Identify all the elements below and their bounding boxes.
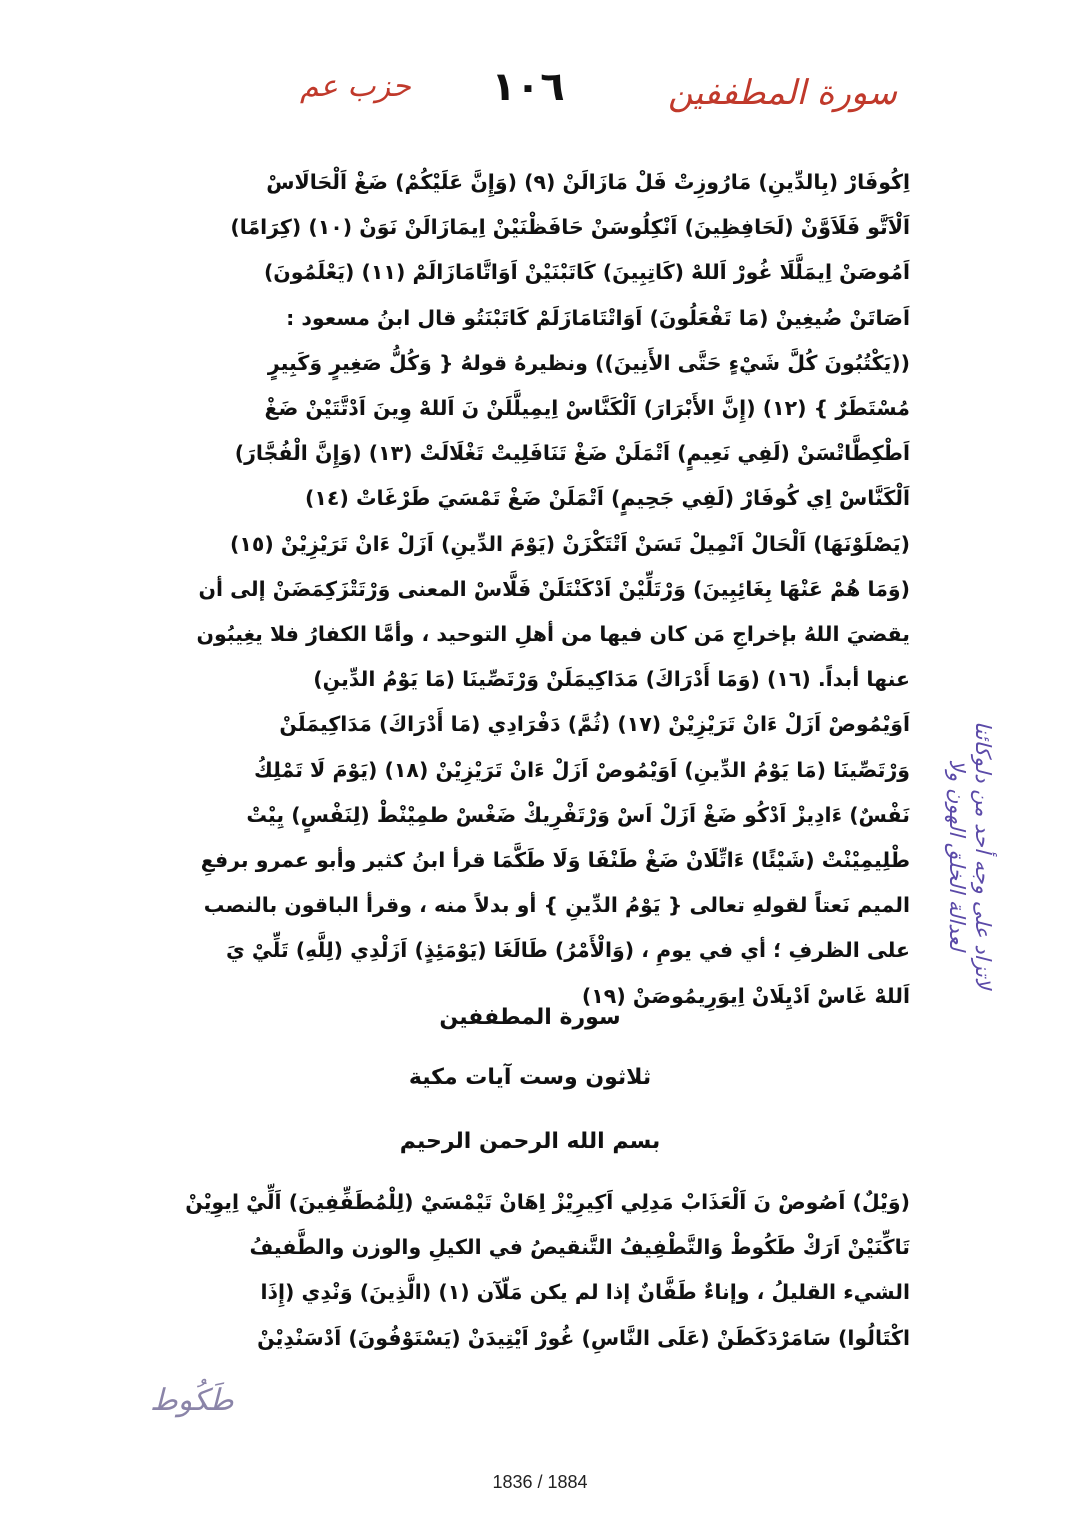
text-line: اَصَاتَنْ ضُيغِينْ (مَا تَفْعَلُونَ) اَوَاتْتَامَازَلَمْ كَاتَبْنَتُو قال ابنُ مسعود : (286, 305, 910, 330)
basmala: بسم الله الرحمن الرحيم (399, 1129, 661, 1154)
text-line: الميم نَعتاً لقولهِ تعالى { يَوْمُ الدِّينِ } أو بدلاً منه ، وقرأ الباقون بالنصب (203, 893, 910, 918)
text-line: نَفْسٌ) ءَادِيزْ اَدْكُو ضَغْ اَزَلْ اَسْ وَرْتَفْرِيكْ ضَغْسْ طمِيْنْطْ (لِنَفْسٍ) يِيْتْ (246, 802, 910, 827)
text-line: اَلْاَتَّو فَلَاَوَّنْ (لَحَافِظِينَ) اَنْكِلُوسَنْ حَافَظْنَيْنْ اِيمَازَالَنْ نَوَنْ (١٠) (كِرَامًا) (230, 215, 910, 240)
text-line: ((يَكْتُبُونَ كُلَّ شَيْءٍ حَتَّى الأَنِينَ)) ونظيرهُ قولهُ { وَكُلُّ صَغِيرٍ وَكَبِيرٍ (267, 350, 910, 375)
hizb-handwritten-header: حزب عم (300, 69, 411, 104)
text-line: اَللهْ غَاسْ اَدْيِلَانْ اِيوَرِيمُوصَنْ (١٩) (581, 983, 910, 1008)
text-line: مُسْتَطَرٌ } (١٢) (إِنَّ الأَبْرَارَ) اَلْكَنَّاسْ اِيمِيلَّلَنْ نَ اَللهْ وِينَ اَدْتَّتَيْنْ ضَغْ (264, 396, 910, 421)
text-line: اَطْكِطَّاتْسَنْ (لَفِي نَعِيمٍ) اَتْمَلَنْ ضَغْ تَنَافَلِيتْ تَغْلَالَتْ (١٣) (وَإِنَّ الْفُجَّارَ) (234, 441, 910, 466)
text-line: (وَيْلٌ) اَصُوصْ نَ اَلْعَذَابْ مَدِلِي اَكِيرِيْزْ اِهَانْ تَيْمْسَيْ (لِلْمُطَفِّفِينَ) اَلِّيْ اِيوِيْنْ (185, 1190, 910, 1214)
margin-note-line: لاتزاد علی وجه أحد من دلوکائنا (971, 721, 995, 989)
bottom-handwritten-note: طَكُوط (150, 1383, 234, 1418)
margin-note-line: لعدالة الخلق الهون ولا (945, 759, 969, 951)
text-line: طْلِيمِيْنْتْ (شَيْئًا) ءَاتِّلَانْ ضَغْ طَنْفَا وَلَا طَكَّمَا قرأ ابنُ كثير وأبو عمرو برفعِ (200, 848, 910, 873)
margin-handwritten-note (934, 712, 1006, 998)
text-line: (يَصْلَوْنَهَا) اَلْحَالْ اَنْمِيلْ تَسَنْ اَتْتَكْزَنْ (يَوْمَ الدِّينِ) اَزَلْ ءَانْ تَرَيْزِيْنْ (١٥) (229, 531, 910, 556)
pagination-indicator: 1836 / 1884 (492, 1472, 588, 1492)
surah-title: سورة المطففين (439, 1005, 621, 1030)
text-line: عنها أبداً. (١٦) (وَمَا أَدْرَاكَ) مَدَاكِيمَلَنْ وَرْتَصِّينَا (مَا يَوْمُ الدِّينِ) (313, 667, 910, 692)
text-line: اَمُوصَنْ اِيمَلَّلَا غُورْ اَللهْ (كَاتِبِينَ) كَاتَبْنَيْنْ اَوَاتَّامَازَالَمْ (١١) (يَعْلَمُونَ) (263, 260, 910, 285)
commentary-text-bottom (150, 1180, 910, 1361)
page-number: ١٠٦ (491, 64, 565, 110)
text-line: اِكُوفَارْ (بِالدِّينِ) مَارُوزِتْ فَلْ مَازَالَنْ (٩) (وَإِنَّ عَلَيْكُمْ) ضَغْ اَلْحَالَاسْ (266, 170, 910, 194)
text-line: الشيء القليلُ ، وإناءٌ طَفَّانٌ إذا لم يكن مَلّآن (١) (الَّذِينَ) وَنْدِي (إِذَا (260, 1280, 910, 1305)
text-line: (وَمَا هُمْ عَنْهَا بِغَائِبِينَ) وَرْتَلِّيْنْ اَدْكَنْتَلَنْ فَلَّاسْ المعنى وَرْتَتْزَكِمَضَنْ إلى أن (198, 576, 910, 601)
text-line: اَلْكَنَّاسْ اِي كُوفَارْ (لَفِي جَحِيمٍ) اَتْمَلَنْ ضَغْ تَمْسَيَ طَرْغَاتْ (١٤) (305, 486, 910, 511)
surah-verses-info: ثلاثون وست آيات مكية (408, 1065, 652, 1090)
text-line: اكْتَالُوا) سَامَرْدَكَطَنْ (عَلَى النَّاسِ) غُورْ اَيْتِيدَنْ (يَسْتَوْفُونَ) اَدْسَنْدِيْنْ (257, 1325, 910, 1350)
text-line: يقضيَ اللهُ بإخراجِ مَن كان فيها من أهلِ التوحيد ، وأمَّا الكفارُ فلا يغِيبُون (196, 622, 910, 647)
text-line: اَوَيْمُوصْ اَزَلْ ءَانْ تَرَيْزِيْنْ (١٧) (ثُمَّ) دَفْرَادِي (مَا أَدْرَاكَ) مَدَاكِيمَلَنْ (279, 712, 910, 737)
commentary-text-top (150, 160, 910, 1019)
text-line: وَرْتَصِّينَا (مَا يَوْمُ الدِّينِ) اَوَيْمُوصْ اَزَلْ ءَانْ تَرَيْزِيْنْ (١٨) (يَوْمَ لَا تَمْلِكُ (254, 757, 910, 782)
text-line: على الظرفِ ؛ أي في يومِ ، (وَالْأَمْرُ) طَالَغَا (يَوْمَئِذٍ) اَزَلْدِي (لِلَّهِ) تَلِّيْ يَ (225, 938, 910, 963)
surah-handwritten-header: سورة المطففين (668, 73, 897, 113)
text-line: تَاكِّنَيْنْ اَرَكْ طَكُوطْ وَالتَّطْفِيفُ التَّنقيصُ في الكيلِ والوزن والطَّفيفُ (249, 1235, 910, 1260)
